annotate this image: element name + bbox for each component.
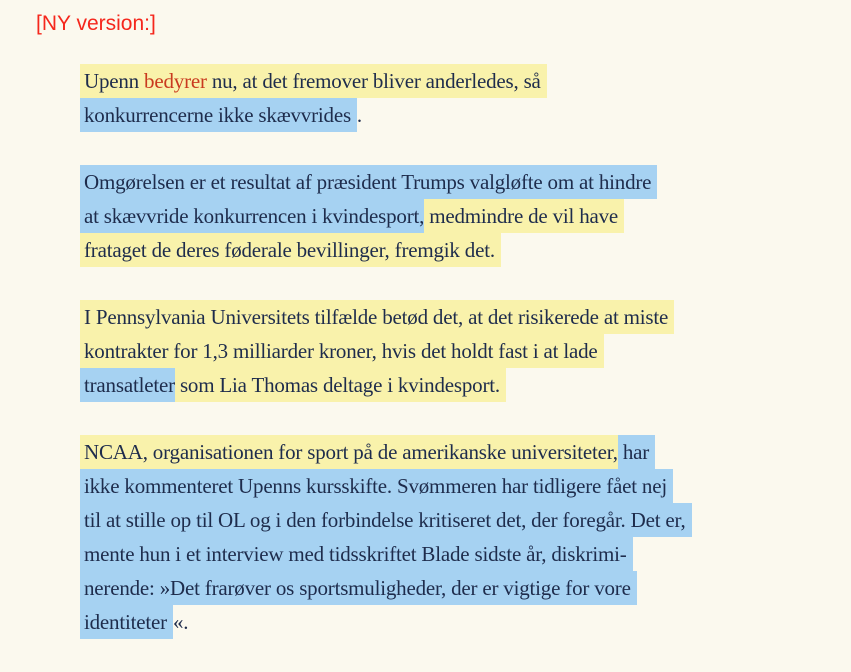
text-line — [80, 503, 845, 537]
text-segment: I Pennsylvania Universitets tilfælde betød det, at det risikerede at miste — [80, 300, 674, 334]
text-segment: som Lia Thomas deltage i kvindesport. — [175, 368, 506, 402]
text-line — [80, 64, 845, 98]
text-line — [80, 334, 845, 368]
text-segment: «. — [172, 610, 189, 634]
text-line — [80, 435, 845, 469]
text-line — [80, 233, 845, 267]
text-segment: har — [618, 435, 655, 469]
text-segment: bedyrer — [144, 64, 207, 98]
text-line — [80, 98, 845, 132]
document-paragraph — [80, 435, 845, 639]
text-line — [80, 537, 845, 571]
text-segment: til at stille op til OL og i den forbindelse kritiseret det, der foregår. Det er, — [80, 503, 692, 537]
text-segment: Omgørelsen er et resultat af præsident Trumps valgløfte om at hindre — [80, 165, 657, 199]
text-segment: Upenn — [80, 64, 144, 98]
text-line — [80, 199, 845, 233]
text-segment: frataget de deres føderale bevillinger, fremgik det. — [80, 233, 501, 267]
text-segment: medmindre de vil have — [424, 199, 624, 233]
text-segment: . — [356, 103, 362, 127]
text-segment: konkurrencerne ikke skævvrides — [80, 98, 357, 132]
text-line — [80, 368, 845, 402]
text-segment: kontrakter for 1,3 milliarder kroner, hvis det holdt fast i at lade — [80, 334, 604, 368]
text-line — [80, 605, 845, 639]
document-body — [80, 64, 845, 672]
document-paragraph — [80, 300, 845, 402]
text-segment: NCAA, organisationen for sport på de amerikanske universiteter, — [80, 435, 618, 469]
document-paragraph — [80, 165, 845, 267]
text-line — [80, 300, 845, 334]
document-paragraph — [80, 64, 845, 132]
text-segment: identiteter — [80, 605, 173, 639]
text-segment: nerende: »Det frarøver os sportsmuligheder, der er vigtige for vore — [80, 571, 637, 605]
text-line — [80, 571, 845, 605]
text-line — [80, 165, 845, 199]
text-segment: ikke kommenteret Upenns kursskifte. Svømmeren har tidligere fået nej — [80, 469, 673, 503]
text-segment: transatleter — [80, 368, 175, 402]
version-header: [NY version:] — [36, 12, 156, 35]
text-segment: nu, at det fremover bliver anderledes, så — [207, 64, 547, 98]
text-segment: mente hun i et interview med tidsskriftet Blade sidste år, diskrimi- — [80, 537, 633, 571]
text-line — [80, 469, 845, 503]
text-segment: at skævvride konkurrencen i kvindesport, — [80, 199, 424, 233]
